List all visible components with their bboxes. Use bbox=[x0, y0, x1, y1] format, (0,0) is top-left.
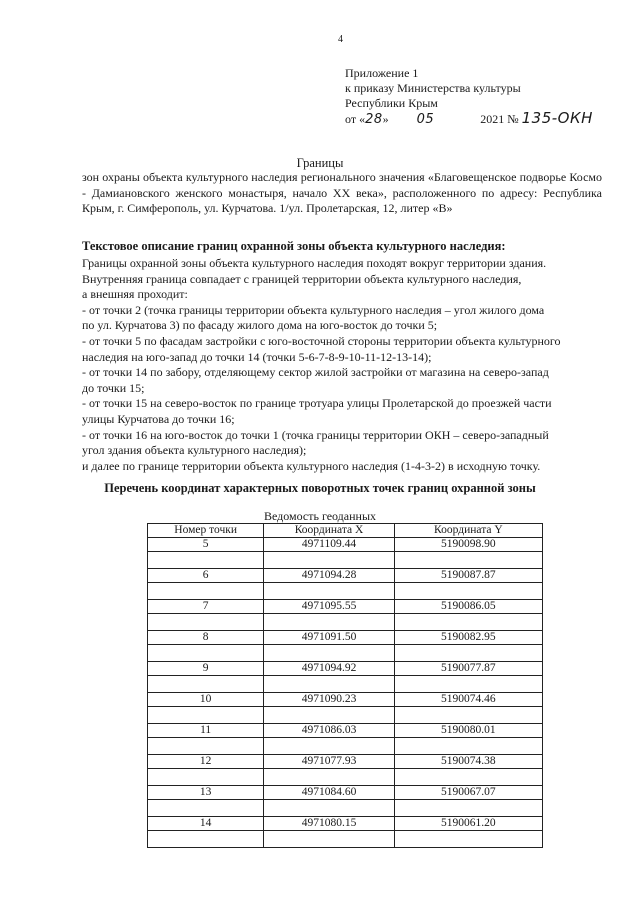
page-number: 4 bbox=[338, 34, 343, 45]
cell-y: 5190077.87 bbox=[394, 662, 542, 676]
table-row bbox=[148, 724, 543, 738]
table-caption: Ведомость геоданных bbox=[263, 509, 377, 523]
cell-point: 8 bbox=[148, 631, 264, 645]
cell-x: 4971084.60 bbox=[264, 786, 394, 800]
cell-point: 13 bbox=[148, 786, 264, 800]
cell-point: 5 bbox=[148, 538, 264, 552]
document-title: Границы bbox=[296, 156, 344, 170]
cell-y: 5190074.46 bbox=[394, 693, 542, 707]
date-close: » bbox=[382, 112, 389, 126]
date-prefix: от « bbox=[345, 112, 366, 126]
cell-point: 12 bbox=[148, 755, 264, 769]
table-row bbox=[148, 817, 543, 831]
table-spacer-row bbox=[148, 583, 543, 600]
table-row bbox=[148, 662, 543, 676]
cell-x: 4971095.55 bbox=[264, 600, 394, 614]
cell-y: 5190086.05 bbox=[394, 600, 542, 614]
table-spacer-row bbox=[148, 769, 543, 786]
body-line: - от точки 16 на юго-восток до точки 1 (точка границы территории ОКН – северо-западный bbox=[82, 427, 549, 442]
cell-x: 4971086.03 bbox=[264, 724, 394, 738]
coords-heading: Перечень координат характерных поворотных точек границ охранной зоны bbox=[104, 481, 536, 495]
cell-y: 5190082.95 bbox=[394, 631, 542, 645]
header-coord-y: Координата Y bbox=[394, 524, 542, 538]
table-spacer-row bbox=[148, 552, 543, 569]
table-row bbox=[148, 786, 543, 800]
document-description: зон охраны объекта культурного наследия регионального значения «Благовещенское подворье Космо - Дамиановского женского монастыря, начало XX века», расположенного по адресу: Республика Крым, г. Симферополь, ул. Курчатова. 1/ул. Пролетарская, 12, литер «В» bbox=[82, 170, 602, 215]
body-line: улицы Курчатова до точки 16; bbox=[82, 411, 235, 426]
cell-point: 7 bbox=[148, 600, 264, 614]
date-year-number: 2021 № bbox=[480, 112, 519, 126]
body-line: и далее по границе территории объекта культурного наследия (1-4-3-2) в исходную точку. bbox=[82, 458, 541, 473]
body-line: до точки 15; bbox=[82, 380, 145, 395]
cell-point: 6 bbox=[148, 569, 264, 583]
cell-x: 4971109.44 bbox=[264, 538, 394, 552]
table-header-row bbox=[148, 524, 543, 538]
body-line: а внешняя проходит: bbox=[82, 287, 188, 302]
header-point-number: Номер точки bbox=[148, 524, 264, 538]
boundary-description bbox=[82, 256, 602, 474]
table-row bbox=[148, 569, 543, 583]
cell-x: 4971091.50 bbox=[264, 631, 394, 645]
body-line: наследия на юго-запад до точки 14 (точки 5-6-7-8-9-10-11-12-13-14); bbox=[82, 349, 432, 364]
table-spacer-row bbox=[148, 738, 543, 755]
cell-x: 4971094.28 bbox=[264, 569, 394, 583]
cell-x: 4971077.93 bbox=[264, 755, 394, 769]
cell-x: 4971080.15 bbox=[264, 817, 394, 831]
table-row bbox=[148, 600, 543, 614]
section-heading: Текстовое описание границ охранной зоны объекта культурного наследия: bbox=[82, 239, 506, 253]
date-day-handwritten: 28 bbox=[365, 112, 383, 127]
table-spacer-row bbox=[148, 831, 543, 848]
cell-x: 4971094.92 bbox=[264, 662, 394, 676]
body-line: - от точки 15 на северо-восток по границе тротуара улицы Пролетарской до проезжей части bbox=[82, 396, 552, 411]
cell-y: 5190098.90 bbox=[394, 538, 542, 552]
table-row bbox=[148, 538, 543, 552]
date-month-handwritten: 05 bbox=[416, 112, 435, 127]
appendix-date-line bbox=[345, 111, 593, 127]
cell-y: 5190074.38 bbox=[394, 755, 542, 769]
appendix-line-2: к приказу Министерства культуры bbox=[345, 81, 521, 95]
appendix-block bbox=[345, 66, 593, 127]
body-line: по ул. Курчатова 3) по фасаду жилого дома на юго-восток до точки 5; bbox=[82, 318, 438, 333]
body-line: Границы охранной зоны объекта культурного наследия походят вокруг территории здания. bbox=[82, 256, 547, 270]
table-row bbox=[148, 693, 543, 707]
cell-x: 4971090.23 bbox=[264, 693, 394, 707]
order-number-handwritten: 135-ОКН bbox=[521, 109, 593, 127]
cell-y: 5190067.07 bbox=[394, 786, 542, 800]
table-spacer-row bbox=[148, 614, 543, 631]
table-spacer-row bbox=[148, 800, 543, 817]
cell-point: 9 bbox=[148, 662, 264, 676]
cell-point: 10 bbox=[148, 693, 264, 707]
geodata-table bbox=[147, 523, 543, 848]
cell-y: 5190087.87 bbox=[394, 569, 542, 583]
appendix-line-3: Республики Крым bbox=[345, 96, 438, 110]
body-line: - от точки 14 по забору, отделяющему сектор жилой застройки от магазина на северо-запад bbox=[82, 365, 549, 380]
table-spacer-row bbox=[148, 676, 543, 693]
table-spacer-row bbox=[148, 707, 543, 724]
body-line: - от точки 5 по фасадам застройки с юго-восточной стороны территории объекта культурного bbox=[82, 333, 561, 348]
header-coord-x: Координата X bbox=[264, 524, 394, 538]
cell-point: 11 bbox=[148, 724, 264, 738]
table-spacer-row bbox=[148, 645, 543, 662]
body-line: - от точки 2 (точка границы территории объекта культурного наследия – угол жилого дома bbox=[82, 302, 545, 317]
appendix-line-1: Приложение 1 bbox=[345, 66, 419, 80]
cell-y: 5190061.20 bbox=[394, 817, 542, 831]
table-row bbox=[148, 755, 543, 769]
body-line: угол здания объекта культурного наследия); bbox=[82, 443, 307, 458]
table-row bbox=[148, 631, 543, 645]
body-line: Внутренняя граница совпадает с границей территории объекта культурного наследия, bbox=[82, 271, 522, 286]
cell-point: 14 bbox=[148, 817, 264, 831]
cell-y: 5190080.01 bbox=[394, 724, 542, 738]
